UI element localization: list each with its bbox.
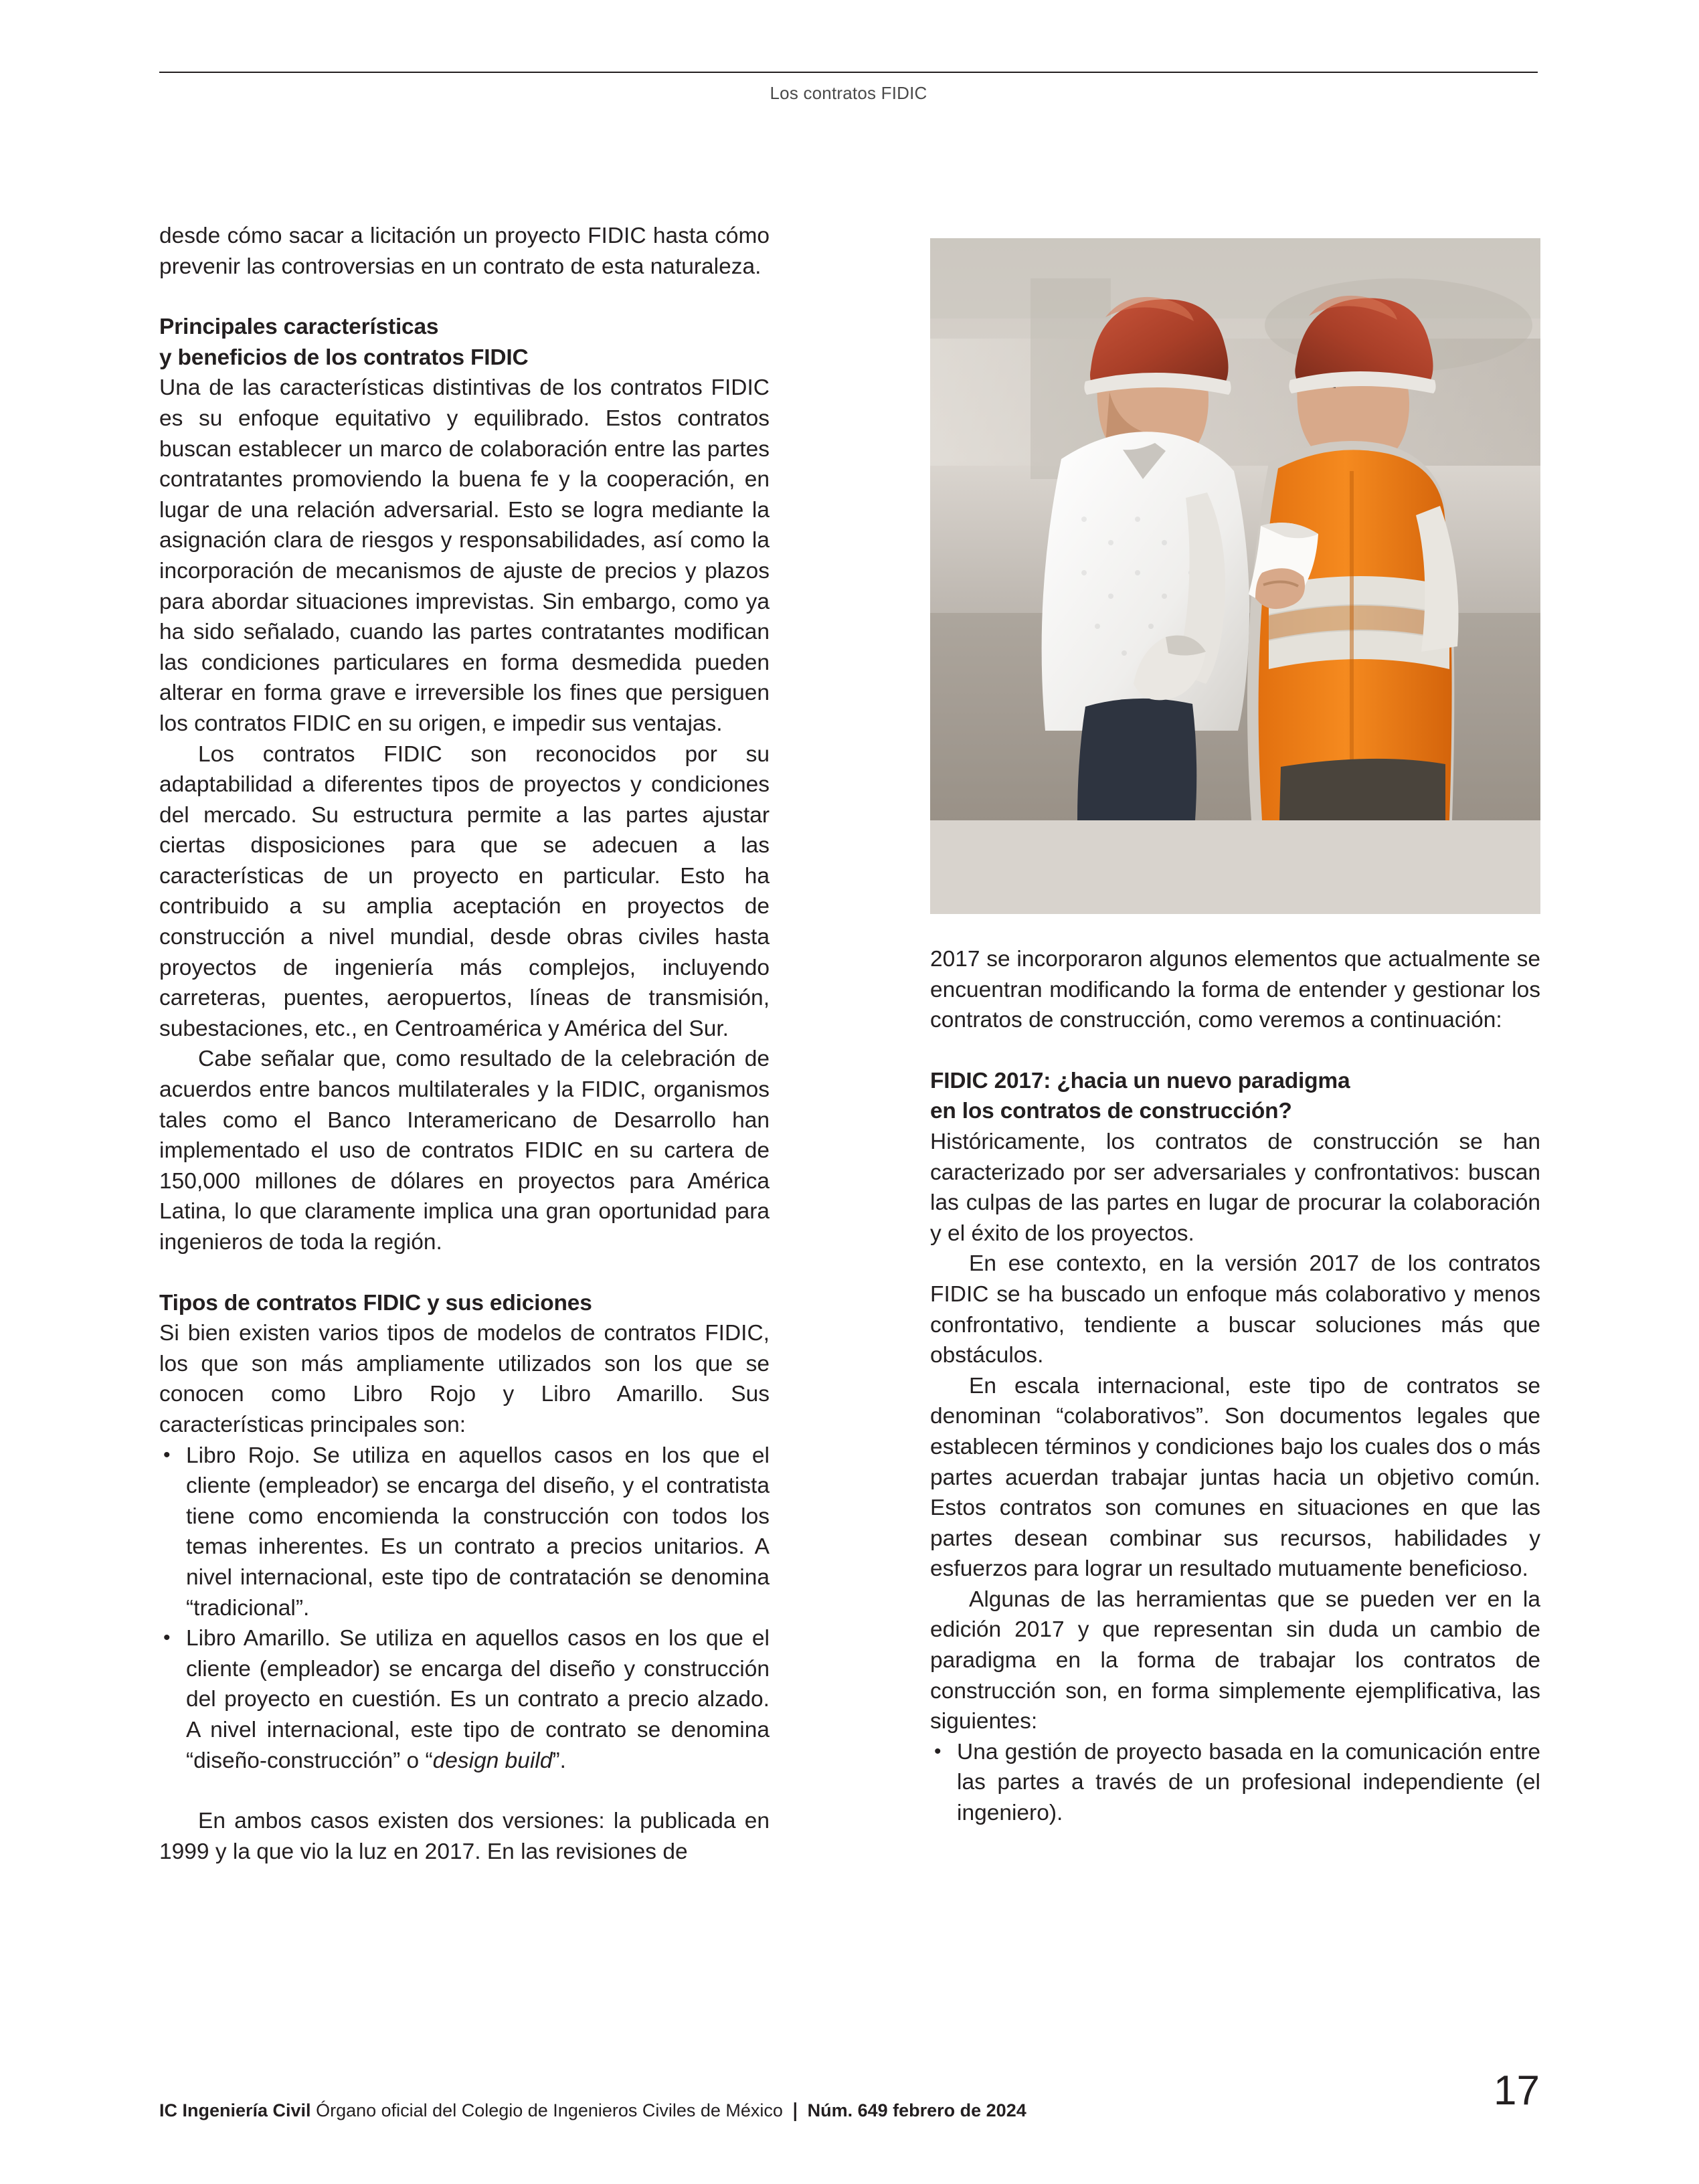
colophon-description: Órgano oficial del Colegio de Ingenieros Civiles de México [316, 2100, 783, 2120]
right-paragraph-4: En escala internacional, este tipo de contratos se denominan “colaborativos”. Son documentos legales que establecen términos y condiciones bajo los cuales dos o más partes acuerdan trabajar juntas hacia un objetivo común. Estos contratos son comunes en situaciones en que las partes desean combinar sus recursos, habilidades y esfuerzos para lograr un resultado mutuamente beneficioso. [930, 1373, 1540, 1582]
right-bullet-list [930, 1737, 1540, 1829]
list-item [930, 1737, 1540, 1829]
heading-fidic-2017 [930, 1066, 1540, 1127]
right-paragraph-3: En ese contexto, en la versión 2017 de los contratos FIDIC se ha buscado un enfoque más colaborativo y menos confrontativo, tendiente a buscar soluciones más que obstáculos. [930, 1251, 1540, 1368]
running-head: Los contratos FIDIC [770, 83, 927, 103]
article-columns [159, 221, 1564, 2014]
left-paragraph-4: Si bien existen varios tipos de modelos de contratos FIDIC, los que son más ampliamente utilizados son los que se conocen como Libro Rojo y Libro Amarillo. Sus características principales son: [159, 1321, 770, 1437]
right-paragraph-2: Históricamente, los contratos de construcción se han caracterizado por ser adversariales y confrontativos: buscan las culpas de las partes en lugar de procurar la colaboración y el éxito de los proyectos. [930, 1129, 1540, 1246]
left-column [159, 221, 770, 1867]
paragraph-continued: desde cómo sacar a licitación un proyecto FIDIC hasta cómo prevenir las controversias en un contrato de esta naturaleza. [159, 223, 770, 279]
bullet-icon: • [934, 1740, 942, 1762]
heading-principales-caracteristicas [159, 312, 770, 373]
list-item-text: Libro Amarillo. Se utiliza en aquellos casos en los que el cliente (empleador) se encarga del diseño y construcción del proyecto en cuestión. Es un contrato a precio alzado. A nivel internacional, este tipo de contrato se denomina “diseño-construcción” o “design build”. [186, 1626, 770, 1773]
photo-credit: SHUTTERSTOCK [1550, 910, 1564, 1021]
italic-term: design build [432, 1748, 553, 1773]
left-paragraph-2: Los contratos FIDIC son reconocidos por su adaptabilidad a diferentes tipos de proyectos y condiciones del mercado. Su estructura permite a las partes ajustar ciertas disposiciones para que se adecuen a las características de un proyecto en particular. Esto ha contribuido a su amplia aceptación en proyectos de construcción a nivel mundial, desde obras civiles hasta proyectos de ingeniería más complejos, incluyendo carreteras, puentes, aeropuertos, líneas de transmisión, subestaciones, etc., en Centroamérica y América del Sur. [159, 741, 770, 1041]
page-number: 17 [1494, 2068, 1540, 2114]
right-paragraph-1: 2017 se incorporaron algunos elementos que actualmente se encuentran modificando la forma de entender y gestionar los contratos de construcción, como veremos a continuación: [930, 947, 1540, 1033]
colophon-issue: Núm. 649 febrero de 2024 [807, 2100, 1026, 2120]
list-item-text: Una gestión de proyecto basada en la comunicación entre las partes a través de un profesional independiente (el ingeniero). [957, 1739, 1540, 1826]
colophon-magazine-title: IC Ingeniería Civil [159, 2100, 311, 2120]
colophon-separator-icon: ❘ [787, 2100, 803, 2120]
heading-line-1: FIDIC 2017: ¿hacia un nuevo paradigma [930, 1068, 1350, 1093]
colophon [159, 2098, 1026, 2122]
photo-illustration [930, 238, 1540, 820]
list-item-text: Libro Rojo. Se utiliza en aquellos casos en los que el cliente (empleador) se encarga del diseño, y el contratista tiene como encomienda la construcción con todos los temas inherentes. Es un contrato a precios unitarios. A nivel internacional, este tipo de contratación se denomina “tradicional”. [186, 1443, 770, 1621]
running-head-rule [159, 72, 1538, 73]
heading-line-2: y beneficios de los contratos FIDIC [159, 345, 529, 370]
left-paragraph-3: Cabe señalar que, como resultado de la celebración de acuerdos entre bancos multilaterales y la FIDIC, organismos tales como el Banco Interamericano de Desarrollo han implementado el uso de contratos FIDIC en su cartera de 150,000 millones de dólares en proyectos para América Latina, lo que claramente implica una gran oportunidad para ingenieros de toda la región. [159, 1046, 770, 1255]
bullet-icon: • [163, 1443, 171, 1466]
photo-two-workers-hardhats [930, 238, 1540, 914]
right-paragraph-5: Algunas de las herramientas que se pueden ver en la edición 2017 y que representan sin duda un cambio de paradigma en la forma de trabajar los contratos de construcción son, en forma simplemente ejemplificativa, las siguientes: [930, 1586, 1540, 1734]
left-paragraph-5: En ambos casos existen dos versiones: la publicada en 1999 y la que vio la luz en 2017. En las revisiones de [159, 1809, 770, 1864]
heading-line-2: en los contratos de construcción? [930, 1099, 1292, 1124]
list-item [159, 1623, 770, 1776]
heading-line-1: Principales características [159, 314, 439, 340]
left-paragraph-1: Una de las características distintivas de los contratos FIDIC es su enfoque equitativo y equilibrado. Estos contratos buscan establecer un marco de colaboración entre las partes contratantes promoviendo la buena fe y la cooperación, en lugar de una relación adversarial. Esto se logra mediante la asignación clara de riesgos y responsabilidades, así como la incorporación de mecanismos de ajuste de precios y plazos para abordar situaciones imprevistas. Sin embargo, como ya ha sido señalado, cuando las partes contratantes modifican las condiciones particulares en forma desmedida pueden alterar en forma grave e irreversible los fines que persiguen los contratos FIDIC en su origen, e impedir sus ventajas. [159, 375, 770, 736]
left-bullet-list [159, 1441, 770, 1777]
right-column [930, 221, 1564, 1829]
heading-tipos-de-contratos: Tipos de contratos FIDIC y sus ediciones [159, 1290, 592, 1315]
list-item [159, 1441, 770, 1624]
bullet-icon: • [163, 1627, 171, 1649]
